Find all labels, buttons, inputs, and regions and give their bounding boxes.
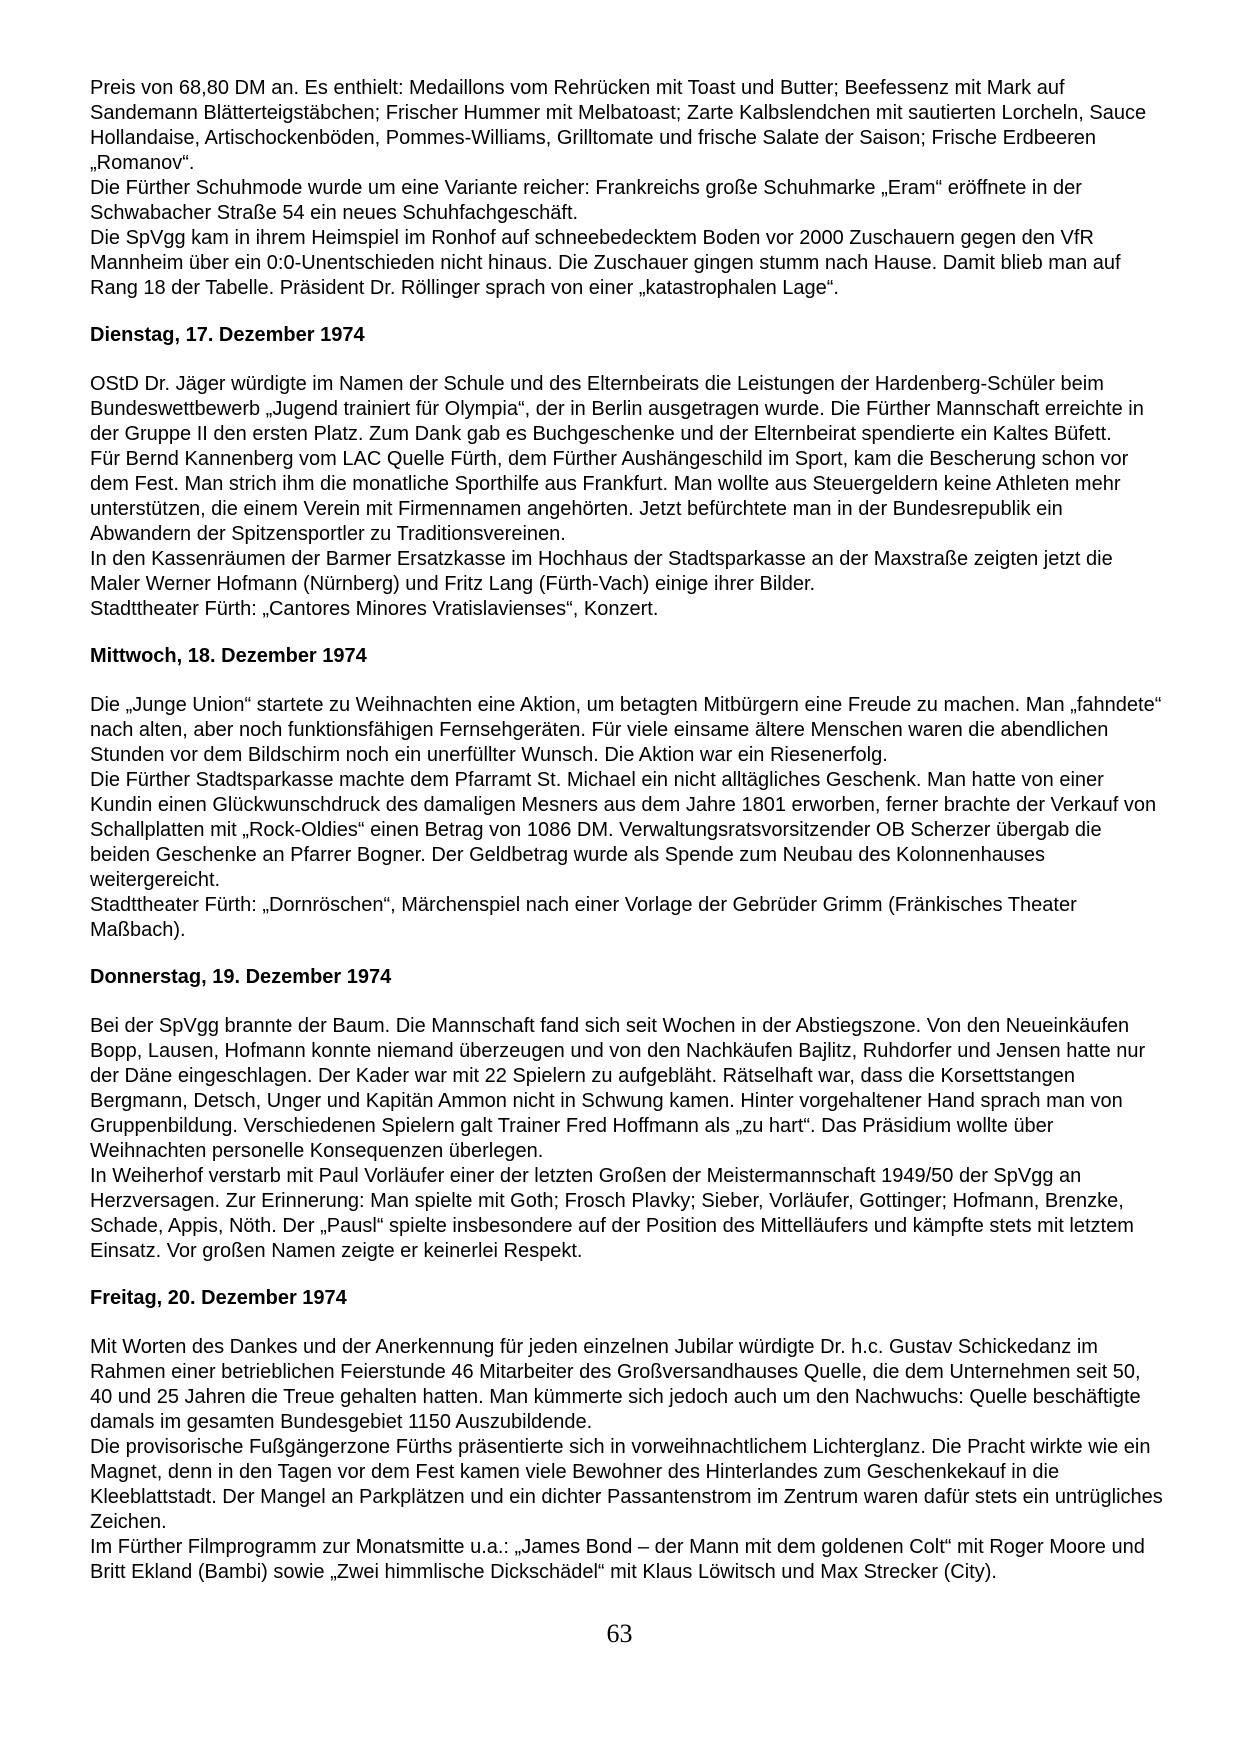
section-mittwoch-18-dezember-1974 (90, 644, 1166, 943)
paragraph: Für Bernd Kannenberg vom LAC Quelle Fürth, dem Fürther Aushängeschild im Sport, kam die Bescherung schon vor dem Fest. Man strich ihm die monatliche Sporthilfe aus Frankfurt. Man wollte aus Steuergeldern keine Athleten mehr unterstützen, die einem Verein mit Firmennamen angehörten. Jetzt befürchtete man in der Bundesrepublik ein Abwandern der Spitzensportler zu Traditionsvereinen. (90, 448, 1129, 545)
paragraph: Die „Junge Union“ startete zu Weihnachten eine Aktion, um betagten Mitbürgern eine Freude zu machen. Man „fahndete“ nach alten, aber noch funktionsfähigen Fernsehgeräten. Für viele einsame ältere Menschen waren die abendlichen Stunden vor dem Bildschirm noch ein unerfüllter Wunsch. Die Aktion war ein Riesenerfolg. (90, 694, 1162, 766)
paragraph: Die Fürther Schuhmode wurde um eine Variante reicher: Frankreichs große Schuhmarke „Eram“ eröffnete in der Schwabacher Straße 54 ein neues Schuhfachgeschäft. (90, 177, 1082, 224)
paragraph: Die SpVgg kam in ihrem Heimspiel im Ronhof auf schneebedecktem Boden vor 2000 Zuschauern gegen den VfR Mannheim über ein 0:0-Unentschieden nicht hinaus. Die Zuschauer gingen stumm nach Hause. Damit blieb man auf Rang 18 der Tabelle. Präsident Dr. Röllinger sprach von einer „katastrophalen Lage“. (90, 227, 1121, 299)
paragraph: In den Kassenräumen der Barmer Ersatzkasse im Hochhaus der Stadtsparkasse an der Maxstraße zeigten jetzt die Maler Werner Hofmann (Nürnberg) und Fritz Lang (Fürth-Vach) einige ihrer Bilder. (90, 548, 1113, 595)
paragraph: Bei der SpVgg brannte der Baum. Die Mannschaft fand sich seit Wochen in der Abstiegszone. Von den Neueinkäufen Bopp, Lausen, Hofmann konnte niemand überzeugen und von den Nachkäufen Bajlitz, Ruhdorfer und Jensen hatte nur der Däne eingeschlagen. Der Kader war mit 22 Spielern zu aufgebläht. Rätselhaft war, dass die Korsettstangen Bergmann, Detsch, Unger und Kapitän Ammon nicht in Schwung kamen. Hinter vorgehaltener Hand sprach man von Gruppenbildung. Verschiedenen Spielern galt Trainer Fred Hoffmann als „zu hart“. Das Präsidium wollte über Weihnachten personelle Konsequenzen überlegen. (90, 1015, 1146, 1162)
date-heading: Mittwoch, 18. Dezember 1974 (90, 645, 367, 667)
paragraph: Mit Worten des Dankes und der Anerkennung für jeden einzelnen Jubilar würdigte Dr. h.c. Gustav Schickedanz im Rahmen einer betrieblichen Feierstunde 46 Mitarbeiter des Großversandhauses Quelle, die dem Unternehmen seit 50, 40 und 25 Jahren die Treue gehalten hatten. Man kümmerte sich jedoch auch um den Nachwuchs: Quelle beschäftigte damals im gesamten Bundesgebiet 1150 Auszubildende. (90, 1336, 1141, 1433)
paragraph: In Weiherhof verstarb mit Paul Vorläufer einer der letzten Großen der Meistermannschaft 1949/50 der SpVgg an Herzversagen. Zur Erinnerung: Man spielte mit Goth; Frosch Plavky; Sieber, Vorläufer, Gottinger; Hofmann, Brenzke, Schade, Appis, Nöth. Der „Pausl“ spielte insbesondere auf der Position des Mittelläufers und kämpfte stets mit letztem Einsatz. Vor großen Namen zeigte er keinerlei Respekt. (90, 1165, 1134, 1262)
paragraph: Die provisorische Fußgängerzone Fürths präsentierte sich in vorweihnachtlichem Lichterglanz. Die Pracht wirkte wie ein Magnet, denn in den Tagen vor dem Fest kamen viele Bewohner des Hinterlandes zum Geschenkekauf in die Kleeblattstadt. Der Mangel an Parkplätzen und ein dichter Passantenstrom im Zentrum waren dafür stets ein untrügliches Zeichen. (90, 1436, 1163, 1533)
paragraph: Stadttheater Fürth: „Dornröschen“, Märchenspiel nach einer Vorlage der Gebrüder Grimm (Fränkisches Theater Maßbach). (90, 894, 1077, 941)
section-dienstag-17-dezember-1974 (90, 323, 1166, 622)
section-donnerstag-19-dezember-1974 (90, 965, 1166, 1264)
date-heading: Dienstag, 17. Dezember 1974 (90, 324, 365, 346)
paragraph: Stadttheater Fürth: „Cantores Minores Vratislavienses“, Konzert. (90, 598, 659, 620)
paragraph: OStD Dr. Jäger würdigte im Namen der Schule und des Elternbeirats die Leistungen der Hardenberg-Schüler beim Bundeswettbewerb „Jugend trainiert für Olympia“, der in Berlin ausgetragen wurde. Die Fürther Mannschaft erreichte in der Gruppe II den ersten Platz. Zum Dank gab es Buchgeschenke und der Elternbeirat spendierte ein Kaltes Büfett. (90, 373, 1144, 445)
paragraph: Die Fürther Stadtsparkasse machte dem Pfarramt St. Michael ein nicht alltägliches Geschenk. Man hatte von einer Kundin einen Glückwunschdruck des damaligen Mesners aus dem Jahre 1801 erworben, ferner brachte der Verkauf von Schallplatten mit „Rock-Oldies“ einen Betrag von 1086 DM. Verwaltungsratsvorsitzender OB Scherzer übergab die beiden Geschenke an Pfarrer Bogner. Der Geldbetrag wurde als Spende zum Neubau des Kolonnenhauses weitergereicht. (90, 769, 1157, 891)
paragraph: Preis von 68,80 DM an. Es enthielt: Medaillons vom Rehrücken mit Toast und Butter; Beefessenz mit Mark auf Sandemann Blätterteigstäbchen; Frischer Hummer mit Melbatoast; Zarte Kalbslendchen mit sautierten Lorcheln, Sauce Hollandaise, Artischockenböden, Pommes-Williams, Grilltomate und frische Salate der Saison; Frische Erdbeeren „Romanov“. (90, 77, 1147, 174)
page-footer (0, 1620, 1239, 1648)
paragraph: Im Fürther Filmprogramm zur Monatsmitte u.a.: „James Bond – der Mann mit dem goldenen Colt“ mit Roger Moore und Britt Ekland (Bambi) sowie „Zwei himmlische Dickschädel“ mit Klaus Löwitsch und Max Strecker (City). (90, 1536, 1145, 1583)
page-number: 63 (606, 1619, 633, 1648)
section-freitag-20-dezember-1974 (90, 1286, 1166, 1585)
date-heading: Freitag, 20. Dezember 1974 (90, 1287, 347, 1309)
section-intro (90, 76, 1166, 301)
date-heading: Donnerstag, 19. Dezember 1974 (90, 966, 392, 988)
page-text (90, 76, 1166, 1585)
